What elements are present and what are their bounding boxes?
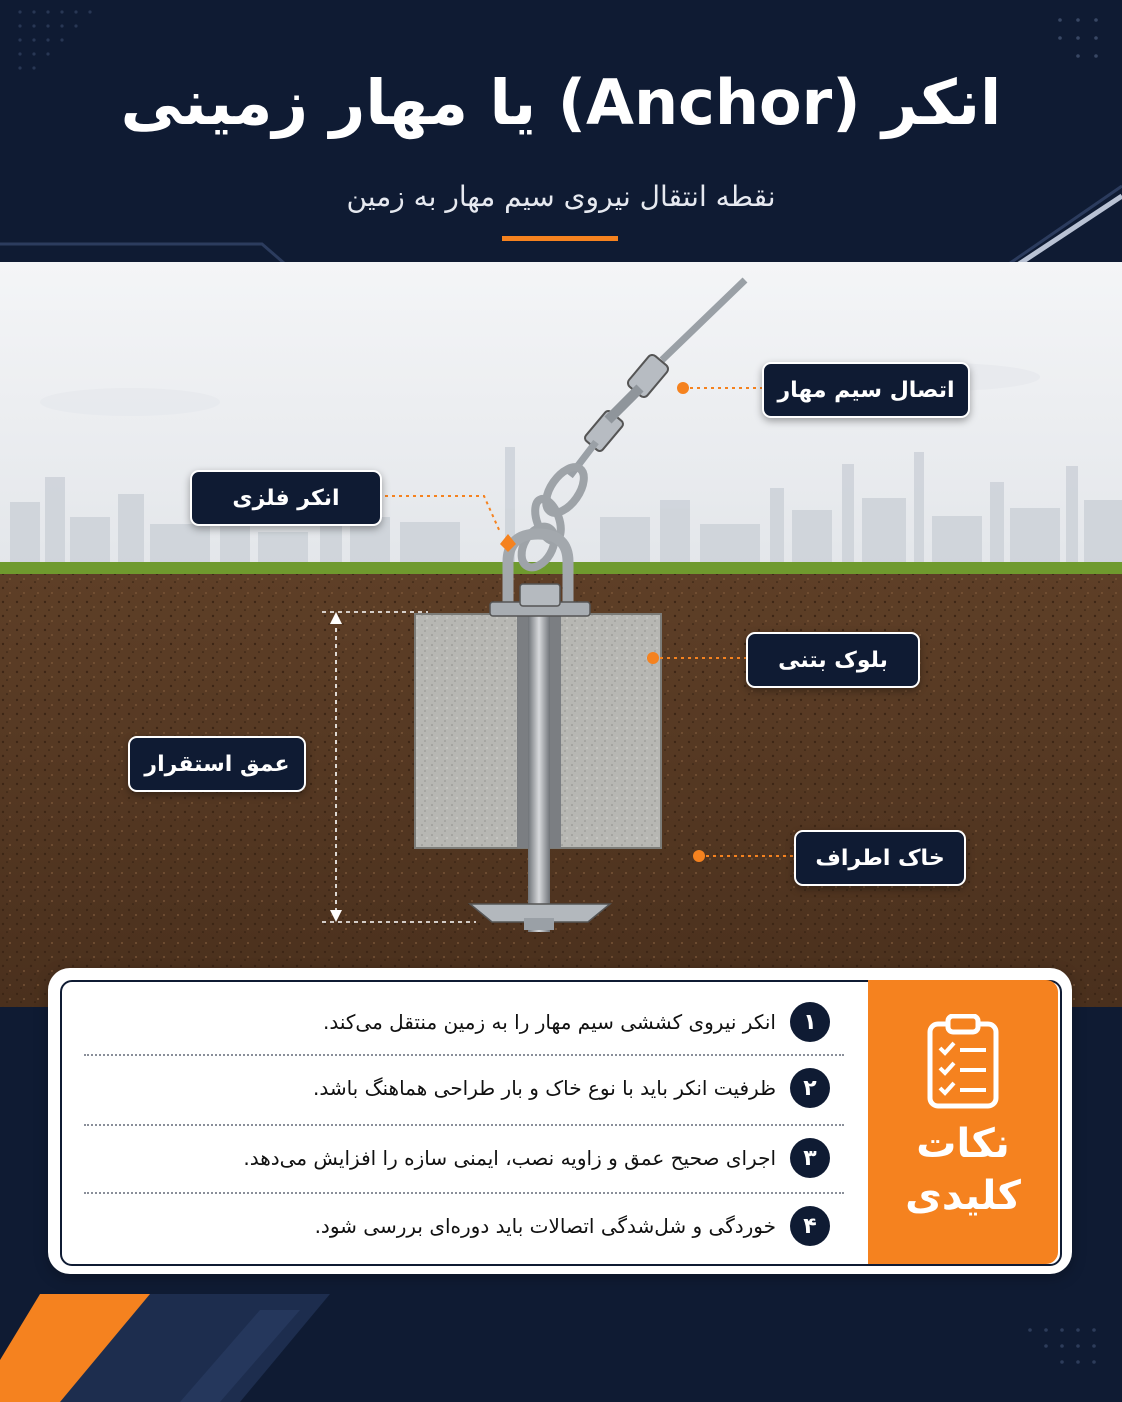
label-metal-anchor: انکر فلزی [190, 470, 382, 526]
label-wire-connection: اتصال سیم مهار [762, 362, 970, 418]
page-subtitle: نقطه انتقال نیروی سیم مهار به زمین [346, 180, 776, 213]
grass-line [0, 562, 1122, 576]
key-point-item [90, 1138, 830, 1178]
key-point-text: ظرفیت انکر باید با نوع خاک و بار طراحی هماهنگ باشد. [312, 1076, 776, 1100]
key-points-title-line2: کلیدی [905, 1173, 1021, 1219]
divider [84, 1124, 844, 1126]
key-point-number: ۲ [790, 1068, 830, 1108]
label-surrounding-soil: خاک اطراف [794, 830, 966, 886]
key-points-title-line1: نکات [916, 1121, 1010, 1167]
key-point-item [90, 1206, 830, 1246]
key-point-text: انکر نیروی کششی سیم مهار را به زمین منتقل می‌کند. [322, 1010, 776, 1034]
divider [84, 1192, 844, 1194]
divider [84, 1054, 844, 1056]
key-points-title [868, 1118, 1058, 1222]
label-concrete-block: بلوک بتنی [746, 632, 920, 688]
key-point-number: ۱ [790, 1002, 830, 1042]
label-embedment-depth: عمق استقرار [128, 736, 306, 792]
key-point-item [90, 1002, 830, 1042]
footer-decoration [0, 1290, 1122, 1402]
key-point-text: اجرای صحیح عمق و زاویه نصب، ایمنی سازه را افزایش می‌دهد. [243, 1146, 776, 1170]
header-banner [0, 0, 1122, 280]
clipboard-checklist-icon [926, 1014, 1000, 1110]
key-point-text: خوردگی و شل‌شدگی اتصالات باید دوره‌ای بررسی شود. [314, 1214, 776, 1238]
key-point-item [90, 1068, 830, 1108]
key-point-number: ۳ [790, 1138, 830, 1178]
anchor-rod [528, 592, 550, 932]
key-point-number: ۴ [790, 1206, 830, 1246]
page-title: انکر (Anchor) یا مهار زمینی [120, 66, 1002, 139]
title-underline [502, 236, 618, 241]
